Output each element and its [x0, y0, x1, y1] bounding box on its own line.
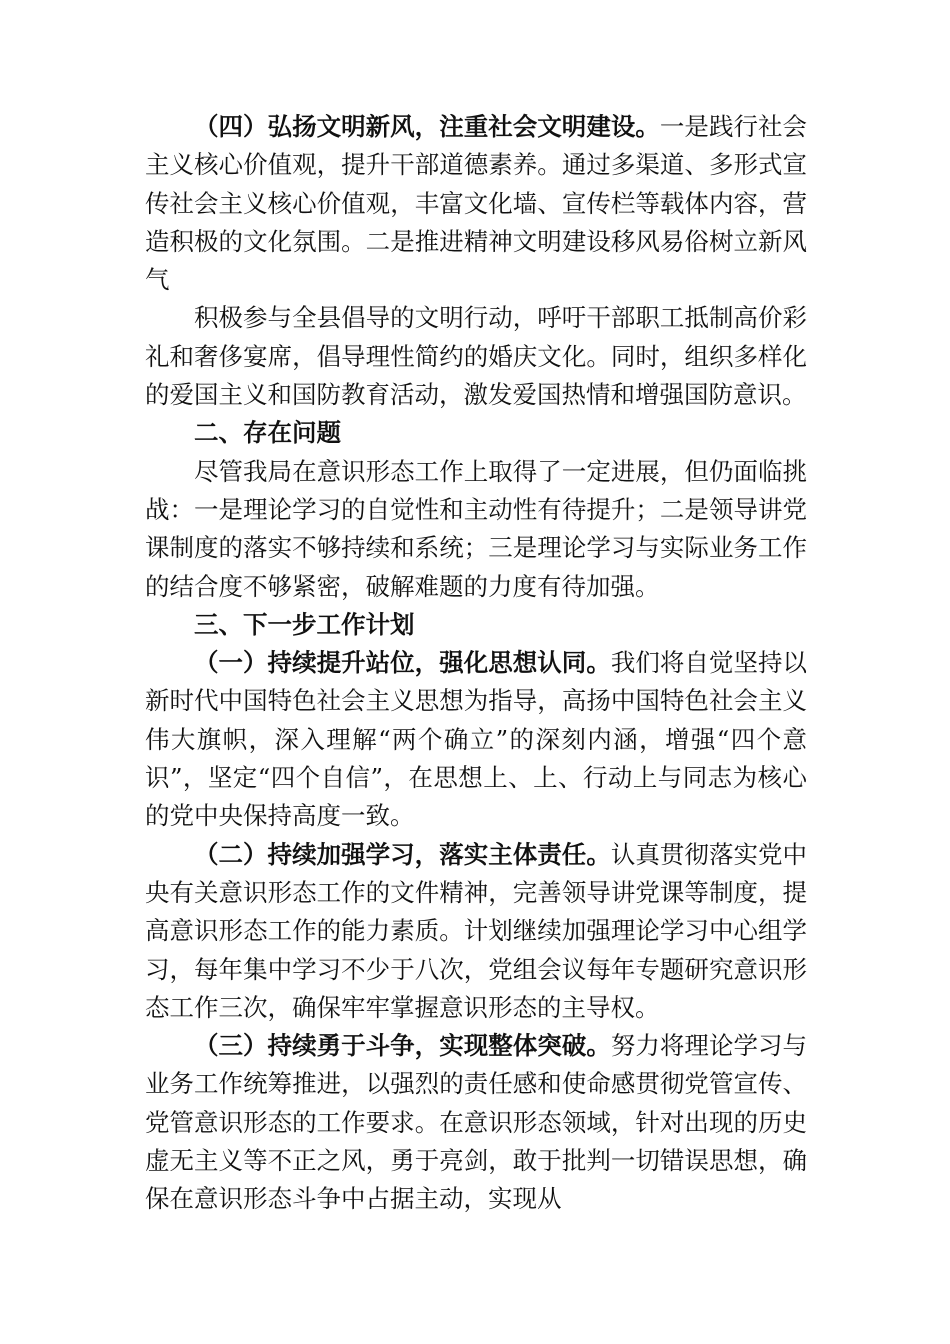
paragraph-civilization-action: 积极参与全县倡导的文明行动，呼吁干部职工抵制高价彩礼和奢侈宴席，倡导理性简约的婚庆文化。同时，组织多样化的爱国主义和国防教育活动，激发爱国热情和增强国防意识。	[145, 303, 807, 410]
paragraph-plan-1	[145, 644, 807, 835]
paragraph-text: 我们将自觉坚持以新时代中国特色社会主义思想为指导，高扬中国特色社会主义伟大旗帜，深入理解“两个确立”的深刻内涵，增强“四个意识”，坚定“四个自信”，在思想上、上、行动上与同志为核心的党中央保持高度一致。	[145, 648, 808, 831]
paragraph-problems: 尽管我局在意识形态工作上取得了一定进展，但仍面临挑战：一是理论学习的自觉性和主动性有待提升；二是领导讲党课制度的落实不够持续和系统；三是理论学习与实际业务工作的结合度不够紧密，破解难题的力度有待加强。	[145, 456, 807, 601]
paragraph-plan-3	[145, 1027, 807, 1218]
paragraph-plan-2	[145, 836, 807, 1027]
paragraph-text: 认真贯彻落实党中央有关意识形态工作的文件精神，完善领导讲党课等制度，提高意识形态工作的能力素质。计划继续加强理论学习中心组学习，每年集中学习不少于八次，党组会议每年专题研究意识形态工作三次，确保牢牢掌握意识形态的主导权。	[145, 839, 808, 1022]
document-body	[145, 108, 807, 1219]
paragraph-lead: （四）弘扬文明新风，注重社会文明建设。	[194, 112, 660, 141]
paragraph-text: 努力将理论学习与业务工作统筹推进，以强烈的责任感和使命感贯彻党管宣传、党管意识形态的工作要求。在意识形态领域，针对出现的历史虚无主义等不正之风，勇于亮剑，敢于批判一切错误思想，确保在意识形态斗争中占据主动，实现从	[145, 1031, 808, 1214]
section-heading-problems: 二、存在问题	[194, 418, 341, 448]
paragraph-text: 一是践行社会主义核心价值观，提升干部道德素养。通过多渠道、多形式宣传社会主义核心价值观，丰富文化墙、宣传栏等载体内容，营造积极的文化氛围。二是推进精神文明建设移风易俗树立新风气	[145, 112, 808, 295]
paragraph-4-civilization	[145, 108, 807, 299]
section-heading-next-plan: 三、下一步工作计划	[194, 609, 415, 639]
paragraph-lead: （二）持续加强学习，落实主体责任。	[194, 839, 611, 869]
paragraph-lead: （一）持续提升站位，强化思想认同。	[194, 648, 611, 678]
paragraph-lead: （三）持续勇于斗争，实现整体突破。	[194, 1031, 611, 1061]
